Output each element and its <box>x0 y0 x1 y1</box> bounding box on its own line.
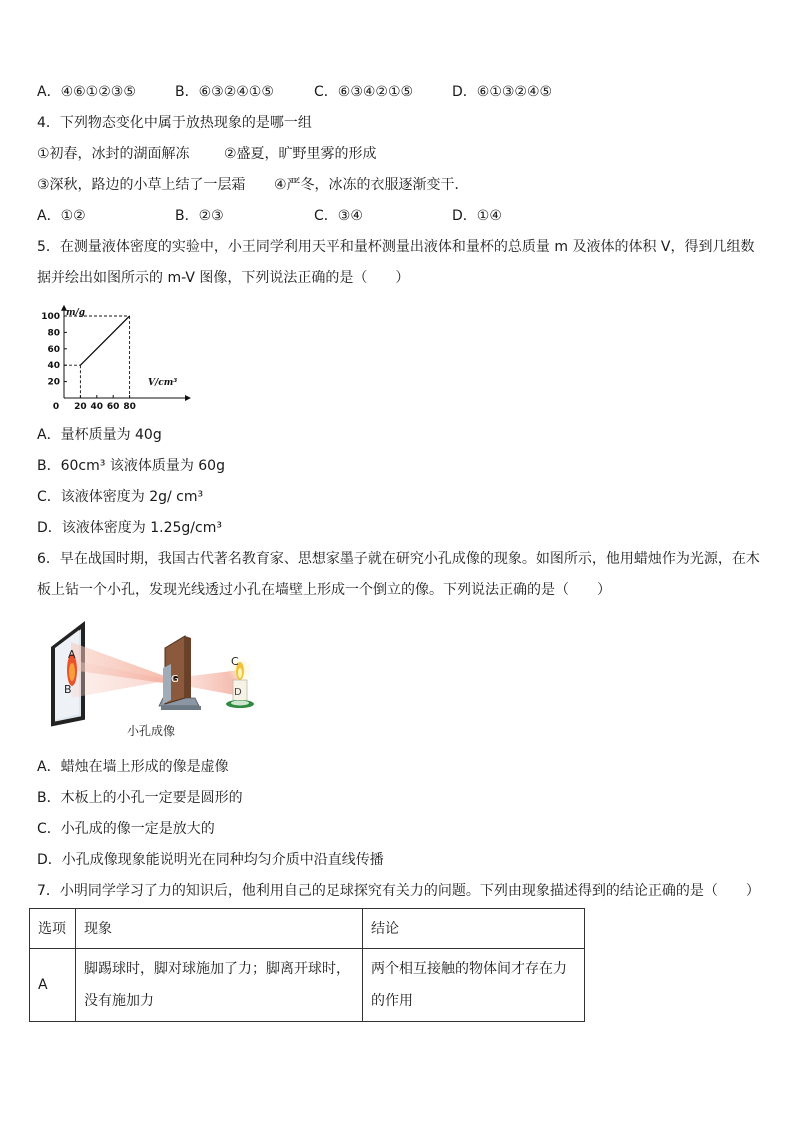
table-cell-phenomenon <box>76 949 363 1022</box>
y-axis-label: m/g <box>66 308 86 318</box>
q7-table <box>29 908 585 1022</box>
q4-item-1: ①初春，冰封的湖面解冻 <box>37 146 190 162</box>
q5-stem-line1: 5．在测量液体密度的实验中，小王同学利用天平和量杯测量出液体和量杯的总质量 m 及液体的体积 V，得到几组数 <box>37 239 755 255</box>
table-row <box>30 949 585 1022</box>
x-tick-label: 60 <box>106 402 120 410</box>
table-cell-conclusion <box>363 949 585 1022</box>
x-tick-label: 0 <box>52 402 60 410</box>
pinhole-board <box>159 636 201 710</box>
q4-stem: 4．下列物态变化中属于放热现象的是哪一组 <box>37 115 312 131</box>
q5-option-c: C．该液体密度为 2g/ cm³ <box>37 489 204 505</box>
q6-option-b: B．木板上的小孔一定要是圆形的 <box>37 790 243 806</box>
q4-option-b: B．②③ <box>175 208 224 224</box>
q4-item-3: ③深秋，路边的小草上结了一层霜 <box>37 177 246 193</box>
q7-stem: 7．小明同学学习了力的知识后，他利用自己的足球探究有关力的问题。下列由现象描述得到的结论正确的是（ ） <box>37 883 760 899</box>
q5-option-d: D．该液体密度为 1.25g/cm³ <box>37 520 222 536</box>
q6-stem-line1: 6．早在战国时期，我国古代著名教育家、思想家墨子就在研究小孔成像的现象。如图所示，他用蜡烛作为光源，在木 <box>37 551 760 567</box>
phenomenon-line1: 脚踢球时，脚对球施加了力；脚离开球时， <box>84 961 350 977</box>
q4-item-row-2 <box>37 176 469 194</box>
q4-option-a: A．①② <box>37 208 86 224</box>
x-tick-label: 80 <box>123 402 136 410</box>
series-line <box>80 316 129 365</box>
mv-graph <box>36 305 201 410</box>
q3-option-c: C．⑥③④②①⑤ <box>314 84 414 100</box>
q5-option-a: A．量杯质量为 40g <box>37 427 162 443</box>
phenomenon-line2: 没有施加力 <box>84 993 154 1009</box>
q4-option-d: D．①④ <box>452 208 502 224</box>
table-header-conclusion: 结论 <box>363 909 585 949</box>
q3-option-a: A．④⑥①②③⑤ <box>37 84 136 100</box>
q6-stem-line2: 板上钻一个小孔，发现光线透过小孔在墙壁上形成一个倒立的像。下列说法正确的是（ ） <box>37 582 611 598</box>
y-tick-label: 100 <box>41 312 60 322</box>
q3-option-d: D．⑥①③②④⑤ <box>452 84 553 100</box>
table-cell-option: A <box>30 949 76 1022</box>
pinhole-camera-figure <box>45 620 285 745</box>
table-header-row <box>30 909 585 949</box>
y-tick-label: 40 <box>47 361 60 372</box>
q6-option-c: C．小孔成的像一定是放大的 <box>37 821 215 837</box>
label-b: B <box>64 683 72 696</box>
conclusion-line1: 两个相互接触的物体间才存在力 <box>371 961 567 977</box>
q3-option-b: B．⑥③②④①⑤ <box>175 84 274 100</box>
label-g: G <box>171 674 179 685</box>
q4-item-row-1 <box>37 145 377 163</box>
label-a: A <box>68 648 76 661</box>
q4-item-4: ④严冬，冰冻的衣服逐渐变干． <box>274 177 469 193</box>
conclusion-line2: 的作用 <box>371 993 413 1009</box>
y-tick-label: 20 <box>47 377 60 388</box>
q5-option-b: B．60cm³ 该液体质量为 60g <box>37 458 225 474</box>
y-tick-label: 60 <box>47 344 60 355</box>
label-c: C <box>231 655 239 668</box>
label-d: D <box>234 687 242 698</box>
q5-stem-line2: 据并绘出如图所示的 m-V 图像，下列说法正确的是（ ） <box>37 270 410 286</box>
table-header-option: 选项 <box>30 909 76 949</box>
q6-option-a: A．蜡烛在墙上形成的像是虚像 <box>37 759 229 775</box>
figure-caption: 小孔成像 <box>127 724 176 738</box>
table-header-phenomenon: 现象 <box>76 909 363 949</box>
q4-item-2: ②盛夏，旷野里雾的形成 <box>224 146 377 162</box>
x-axis-label: V/cm³ <box>148 378 178 388</box>
x-tick-label: 20 <box>74 402 87 410</box>
x-tick-label: 40 <box>90 402 104 410</box>
y-tick-label: 80 <box>47 328 60 339</box>
q4-option-c: C．③④ <box>314 208 363 224</box>
q6-option-d: D．小孔成像现象能说明光在同种均匀介质中沿直线传播 <box>37 852 384 868</box>
